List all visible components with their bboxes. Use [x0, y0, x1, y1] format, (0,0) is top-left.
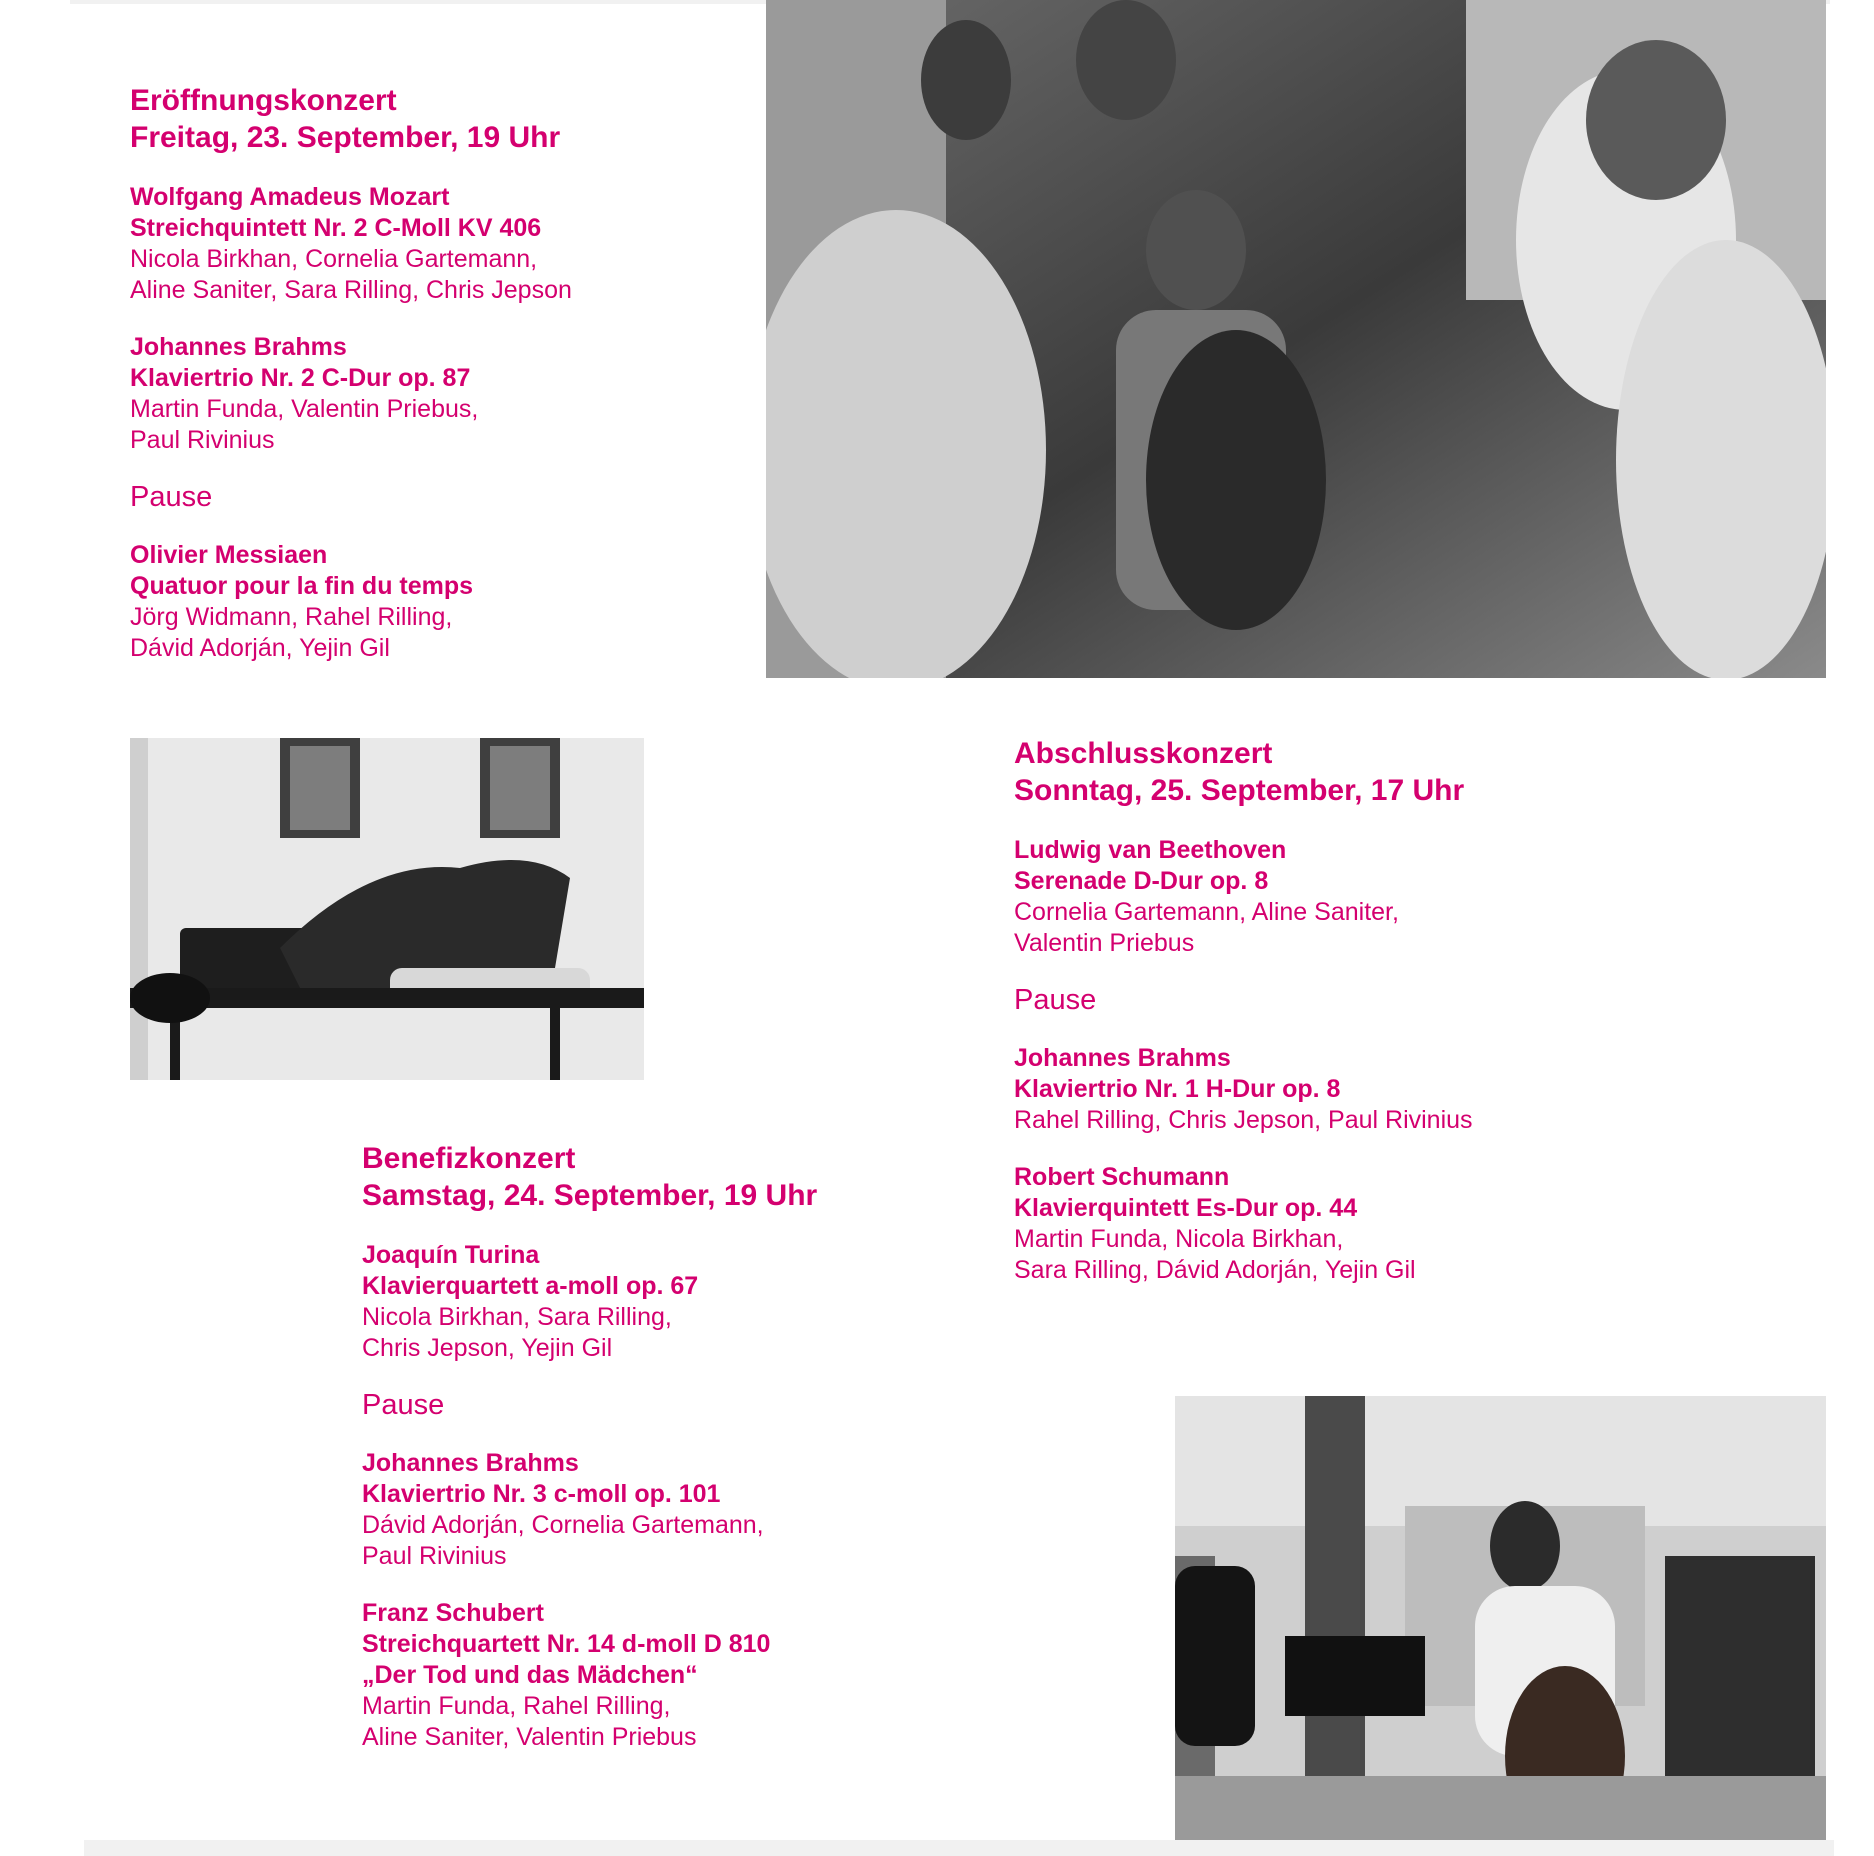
piece-title: Klavierquintett Es-Dur op. 44	[1014, 1194, 1358, 1222]
concert-block-closing	[1014, 735, 1814, 1286]
performers-line: Aline Saniter, Valentin Priebus	[362, 1723, 697, 1751]
piece-subtitle: „Der Tod und das Mädchen“	[362, 1661, 698, 1689]
rehearsal-ensemble-photo	[766, 0, 1826, 678]
performers-line: Aline Saniter, Sara Rilling, Chris Jepson	[130, 276, 572, 304]
program-item	[362, 1448, 982, 1572]
piece-title: Klaviertrio Nr. 1 H-Dur op. 8	[1014, 1075, 1341, 1103]
piece-title: Klaviertrio Nr. 3 c-moll op. 101	[362, 1480, 721, 1508]
performers-line: Rahel Rilling, Chris Jepson, Paul Rivinius	[1014, 1106, 1473, 1134]
program-item	[130, 332, 750, 456]
performers-line: Dávid Adorján, Cornelia Gartemann,	[362, 1511, 764, 1539]
program-item	[1014, 1043, 1814, 1136]
cellist-photo	[1175, 1396, 1826, 1850]
piece-title: Serenade D-Dur op. 8	[1014, 867, 1269, 895]
composer-name: Franz Schubert	[362, 1599, 544, 1627]
concert-title: Abschlusskonzert	[1014, 737, 1273, 770]
performers-line: Paul Rivinius	[130, 426, 275, 454]
intermission-label: Pause	[362, 1389, 445, 1421]
performers-line: Sara Rilling, Dávid Adorján, Yejin Gil	[1014, 1256, 1416, 1284]
piece-title: Klavierquartett a-moll op. 67	[362, 1272, 699, 1300]
bottom-rule	[84, 1840, 1834, 1856]
performers-line: Valentin Priebus	[1014, 929, 1195, 957]
program-item	[130, 182, 750, 306]
performers-line: Martin Funda, Nicola Birkhan,	[1014, 1225, 1344, 1253]
performers-line: Nicola Birkhan, Cornelia Gartemann,	[130, 245, 538, 273]
piece-title: Streichquartett Nr. 14 d-moll D 810	[362, 1630, 771, 1658]
composer-name: Olivier Messiaen	[130, 541, 328, 569]
intermission-label: Pause	[1014, 984, 1097, 1016]
performers-line: Dávid Adorján, Yejin Gil	[130, 634, 390, 662]
program-item	[1014, 1162, 1814, 1286]
composer-name: Johannes Brahms	[130, 333, 347, 361]
piece-title: Klaviertrio Nr. 2 C-Dur op. 87	[130, 364, 471, 392]
composer-name: Joaquín Turina	[362, 1241, 540, 1269]
composer-name: Johannes Brahms	[1014, 1044, 1231, 1072]
program-item	[130, 540, 750, 664]
composer-name: Robert Schumann	[1014, 1163, 1230, 1191]
program-item	[1014, 835, 1814, 959]
piece-title: Quatuor pour la fin du temps	[130, 572, 474, 600]
program-item	[362, 1598, 982, 1753]
composer-name: Ludwig van Beethoven	[1014, 836, 1287, 864]
performers-line: Paul Rivinius	[362, 1542, 507, 1570]
performers-line: Cornelia Gartemann, Aline Saniter,	[1014, 898, 1399, 926]
performers-line: Jörg Widmann, Rahel Rilling,	[130, 603, 453, 631]
instrument-cases-photo	[130, 738, 644, 1080]
performers-line: Martin Funda, Rahel Rilling,	[362, 1692, 671, 1720]
composer-name: Wolfgang Amadeus Mozart	[130, 183, 450, 211]
performers-line: Martin Funda, Valentin Priebus,	[130, 395, 479, 423]
concert-title: Eröffnungskonzert	[130, 84, 397, 117]
composer-name: Johannes Brahms	[362, 1449, 579, 1477]
performers-line: Nicola Birkhan, Sara Rilling,	[362, 1303, 672, 1331]
concert-block-opening	[130, 82, 750, 664]
performers-line: Chris Jepson, Yejin Gil	[362, 1334, 613, 1362]
concert-date: Samstag, 24. September, 19 Uhr	[362, 1179, 818, 1212]
program-item	[362, 1240, 982, 1364]
concert-date: Sonntag, 25. September, 17 Uhr	[1014, 774, 1465, 807]
concert-block-benefit	[362, 1140, 982, 1753]
concert-title: Benefizkonzert	[362, 1142, 576, 1175]
intermission-label: Pause	[130, 481, 213, 513]
concert-date: Freitag, 23. September, 19 Uhr	[130, 121, 561, 154]
piece-title: Streichquintett Nr. 2 C-Moll KV 406	[130, 214, 542, 242]
